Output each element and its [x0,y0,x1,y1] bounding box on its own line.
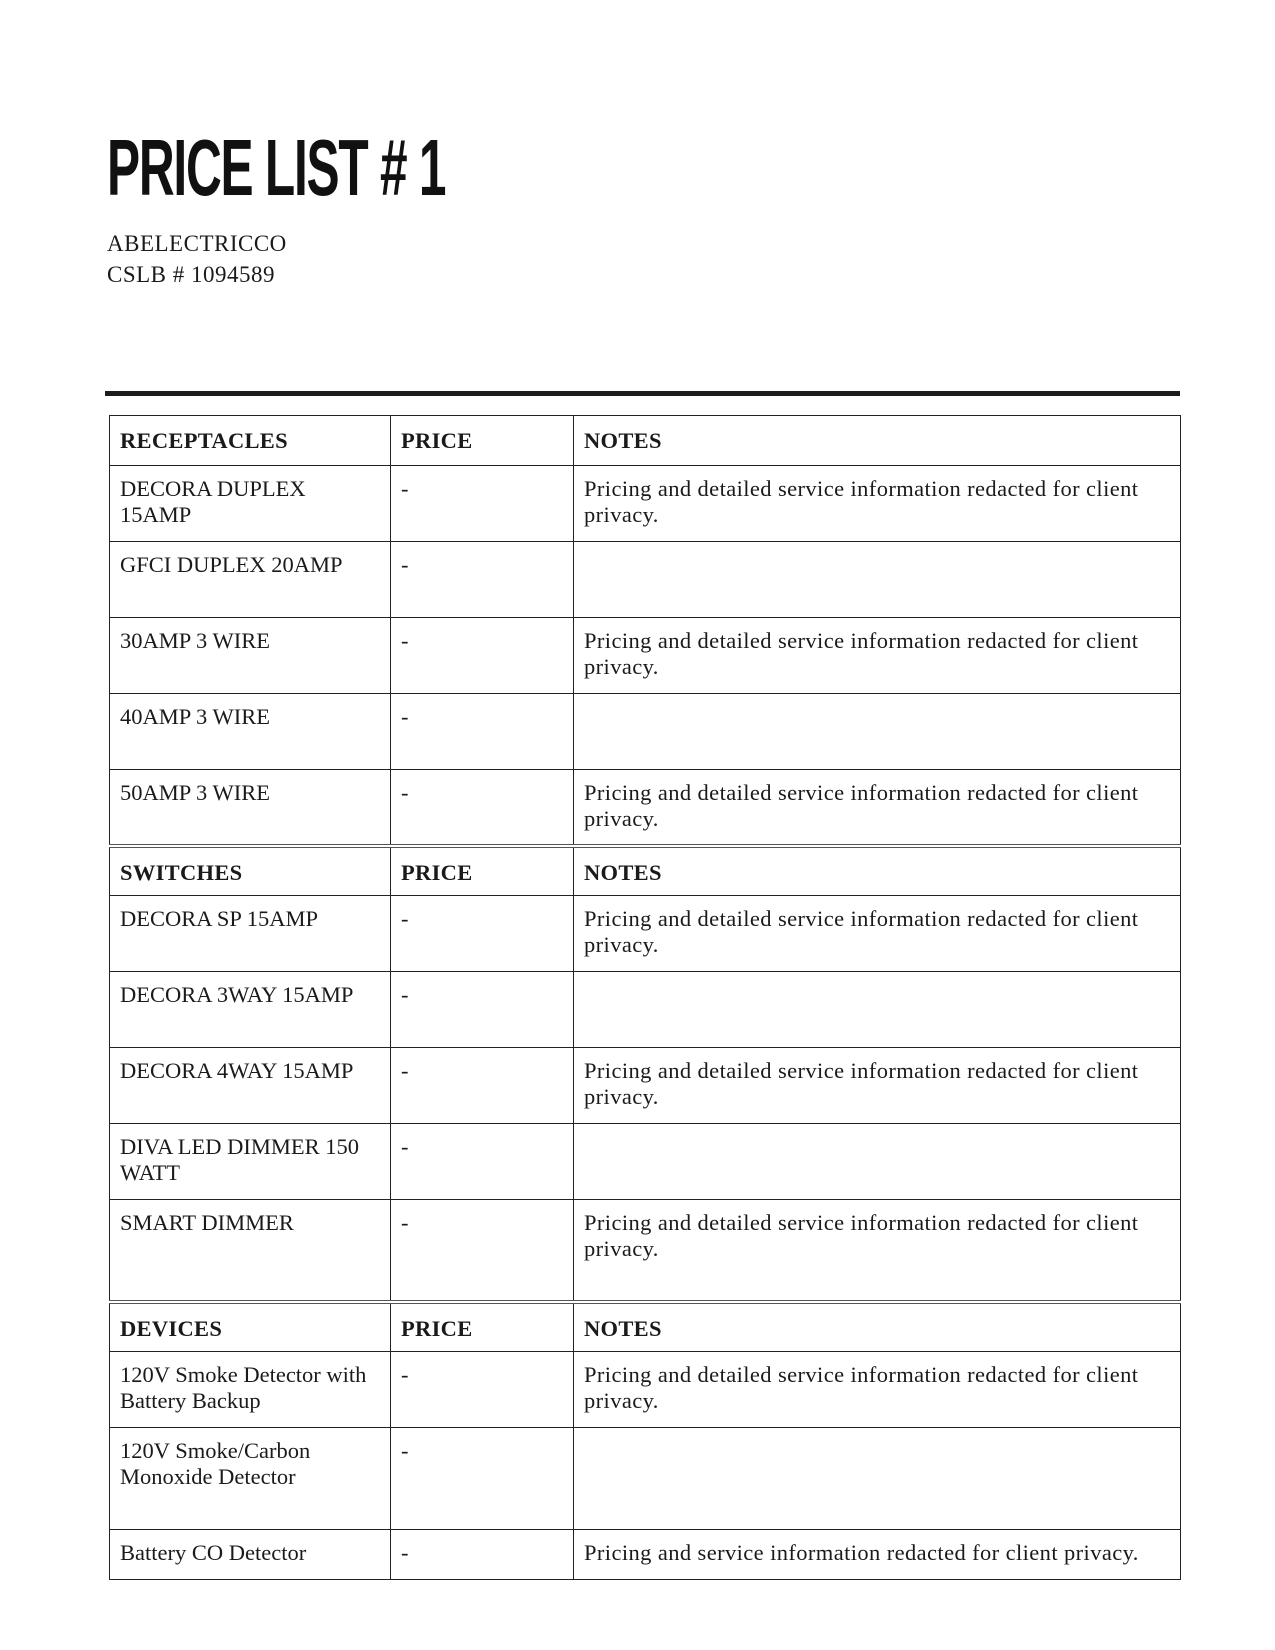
table-row [110,466,1181,542]
item-notes: Pricing and detailed service information redacted for client privacy. [574,1352,1181,1428]
notes-column-header: NOTES [574,416,1181,466]
item-notes: Pricing and detailed service information redacted for client privacy. [574,770,1181,846]
item-price: - [391,466,574,542]
item-notes: Pricing and detailed service information redacted for client privacy. [574,466,1181,542]
section-title: DEVICES [110,1302,391,1352]
item-name: Battery CO Detector [110,1530,391,1580]
item-notes [574,542,1181,618]
item-price: - [391,1428,574,1530]
item-name: SMART DIMMER [110,1200,391,1302]
table-row [110,972,1181,1048]
table-row [110,618,1181,694]
item-name: GFCI DUPLEX 20AMP [110,542,391,618]
item-name: 30AMP 3 WIRE [110,618,391,694]
item-price: - [391,542,574,618]
item-notes: Pricing and detailed service information redacted for client privacy. [574,896,1181,972]
item-notes [574,694,1181,770]
item-notes: Pricing and detailed service information redacted for client privacy. [574,1200,1181,1302]
item-notes [574,1124,1181,1200]
item-name: 50AMP 3 WIRE [110,770,391,846]
table-row [110,1124,1181,1200]
license-number: CSLB # 1094589 [107,262,276,287]
item-price: - [391,1530,574,1580]
item-price: - [391,1124,574,1200]
notes-column-header: NOTES [574,1302,1181,1352]
item-notes: Pricing and detailed service information redacted for client privacy. [574,618,1181,694]
notes-column-header: NOTES [574,846,1181,896]
item-name: DECORA 3WAY 15AMP [110,972,391,1048]
price-table [109,415,1181,1580]
table-row [110,770,1181,846]
item-name: DECORA SP 15AMP [110,896,391,972]
item-notes: Pricing and service information redacted for client privacy. [574,1530,1181,1580]
item-notes: Pricing and detailed service information redacted for client privacy. [574,1048,1181,1124]
company-name: ABELECTRICCO [107,231,287,256]
item-notes [574,972,1181,1048]
section-header-receptacles [110,416,1181,466]
item-name: DIVA LED DIMMER 150 WATT [110,1124,391,1200]
item-price: - [391,618,574,694]
company-info [107,228,287,290]
table-row [110,542,1181,618]
item-price: - [391,1352,574,1428]
table-row [110,1352,1181,1428]
table-row [110,896,1181,972]
table-row [110,1200,1181,1302]
item-name: 120V Smoke Detector with Battery Backup [110,1352,391,1428]
item-name: 120V Smoke/Carbon Monoxide Detector [110,1428,391,1530]
section-title: SWITCHES [110,846,391,896]
page-title: PRICE LIST # 1 [107,123,446,212]
section-header-switches [110,846,1181,896]
section-title: RECEPTACLES [110,416,391,466]
item-name: DECORA DUPLEX 15AMP [110,466,391,542]
header-divider [105,391,1180,396]
item-price: - [391,972,574,1048]
section-header-devices [110,1302,1181,1352]
item-price: - [391,896,574,972]
price-column-header: PRICE [391,1302,574,1352]
price-column-header: PRICE [391,846,574,896]
item-notes [574,1428,1181,1530]
item-price: - [391,1048,574,1124]
item-price: - [391,770,574,846]
table-row [110,1530,1181,1580]
item-price: - [391,694,574,770]
table-row [110,1428,1181,1530]
item-price: - [391,1200,574,1302]
table-row [110,694,1181,770]
item-name: 40AMP 3 WIRE [110,694,391,770]
table-row [110,1048,1181,1124]
price-column-header: PRICE [391,416,574,466]
item-name: DECORA 4WAY 15AMP [110,1048,391,1124]
